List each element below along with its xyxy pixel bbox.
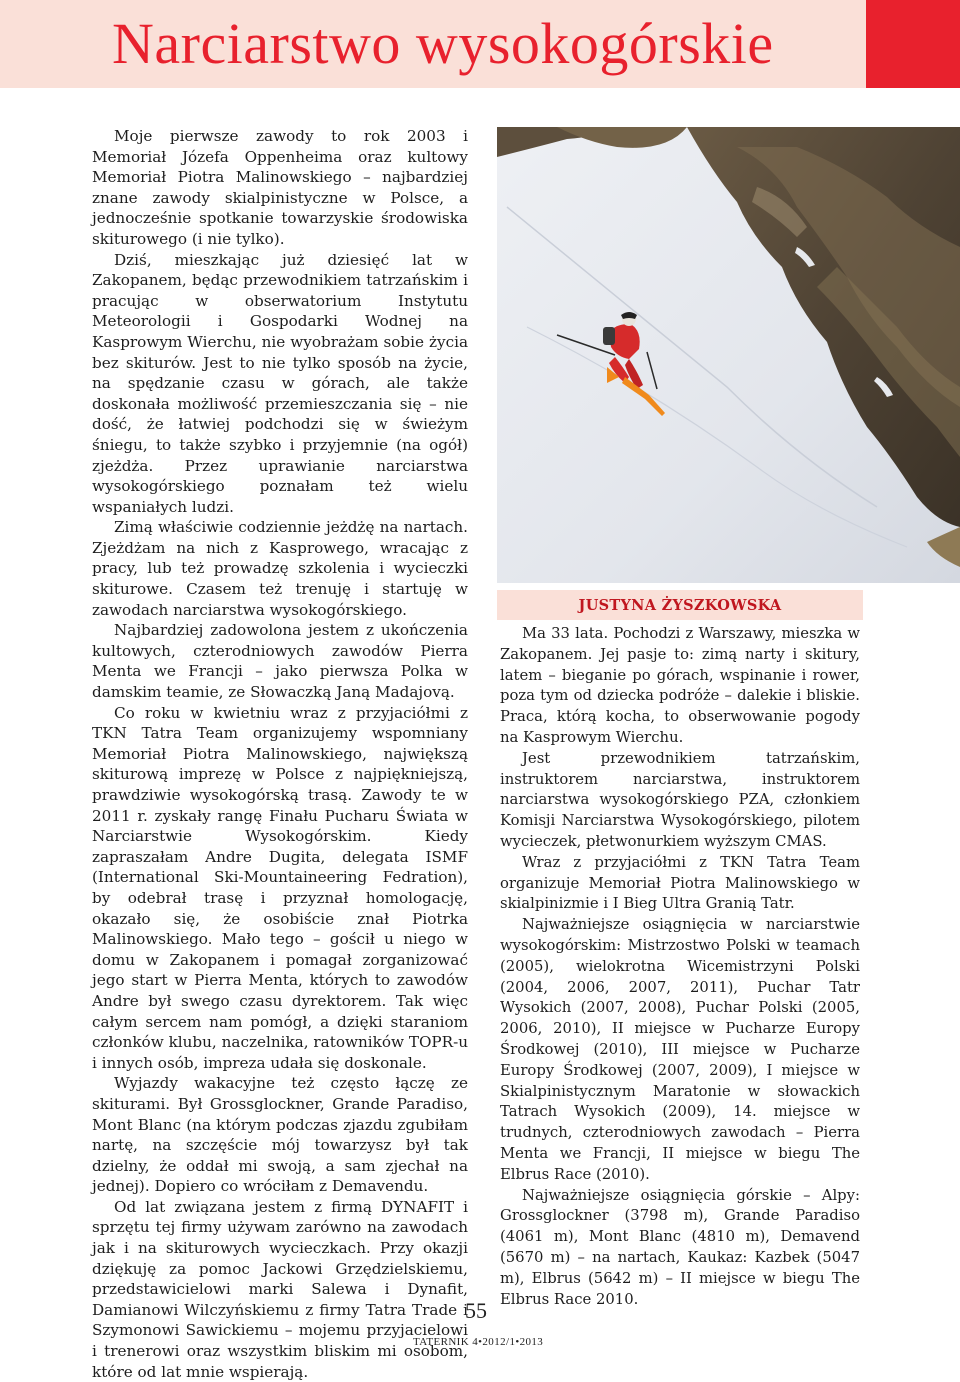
skier-photo <box>497 127 960 583</box>
page-title: Narciarstwo wysokogórskie <box>112 11 774 76</box>
article-paragraph: Zimą właściwie codziennie jeżdżę na nartach. Zjeżdżam na nich z Kasprowego, wracając z pracy, lub też prowadzę szkolenia i wycieczki skiturowe. Czasem też trenuję i startuję w zawodach narciarstwa wysokogórskiego. <box>92 518 468 619</box>
bio-paragraph: Najważniejsze osiągnięcia w narciarstwie wysokogórskim: Mistrzostwo Polski w teamach (2005), wielokrotna Wicemistrzyni Polski (2004, 2006, 2007, 2011), Puchar Tatr Wysokich (2007, 2008), Puchar Polski (2005, 2006, 2010), II miejsce w Pucharze Europy Środkowej (2010), III miejsce w Pucharze Europy Środkowej (2007, 2009), I miejsce w Skialpinistycznym Maratonie w słowackich Tatrach Wysokich (2009), 14. miejsce w trudnych, czterodniowych zawodach – Pierra Menta we Francji, II miejsce w biegu The Elbrus Race (2010). <box>500 916 860 1183</box>
bio-paragraph: Wraz z przyjaciółmi z TKN Tatra Team organizuje Memoriał Piotra Malinowskiego w skialpinizmie i I Bieg Ultra Granią Tatr. <box>500 853 860 913</box>
bio-paragraph: Ma 33 lata. Pochodzi z Warszawy, mieszka w Zakopanem. Jej pasje to: zimą narty i skitury, latem – bieganie po górach, wspinanie i rower, poza tym od dziecka podróże – dalekie i bliskie. Praca, którą kocha, to obserwowanie pogody na Kasprowym Wierchu. <box>500 625 860 746</box>
article-paragraph: Moje pierwsze zawody to rok 2003 i Memoriał Józefa Oppenheima oraz kultowy Memoriał Piotra Malinowskiego – najbardziej znane zawody skialpinistyczne w Polsce, a jednocześnie spotkanie towarzyskie środowiska skiturowego (i nie tylko). <box>92 127 468 248</box>
article-paragraph: Najbardziej zadowolona jestem z ukończenia kultowych, czterodniowych zawodów Pierra Menta we Francji – jako pierwsza Polka w damskim teamie, ze Słowaczką Janą Madajovą. <box>92 621 468 702</box>
page-number: 55 <box>465 1298 487 1323</box>
header-band <box>0 0 960 88</box>
bio-body <box>497 624 863 1310</box>
journal-footer: TATERNIK 4•2012/1•2013 <box>413 1336 544 1348</box>
bio-paragraph: Jest przewodnikiem tatrzańskim, instruktorem narciarstwa, instruktorem narciarstwa wysokogórskiego PZA, członkiem Komisji Narciarstwa Wysokogórskiego, pilotem wycieczek, płetwonurkiem wyższym CMAS. <box>500 749 860 850</box>
article-paragraph: Od lat związana jestem z firmą DYNAFIT i sprzętu tej firmy używam zarówno na zawodach jak i na skiturowych wycieczkach. Przy okazji dziękuję za pomoc Jackowi Grzędzielskiemu, przedstawicielowi marki Salewa i Dynafit, Damianowi Wilczyńskiemu z firmy Tatra Trade i Szymonowi Sawickiemu – mojemu przyjacielowi i trenerowi oraz wszystkim bliskim mi osobom, które od lat mnie wspierają. <box>92 1197 468 1381</box>
header-accent-block <box>866 0 960 88</box>
article-body <box>92 126 468 1382</box>
bio-name: JUSTYNA ŻYSZKOWSKA <box>497 590 863 620</box>
article-paragraph: Co roku w kwietniu wraz z przyjaciółmi z TKN Tatra Team organizujemy wspomniany Memoriał Piotra Malinowskiego, największą skiturową imprezę w Polsce z najpiękniejszą, prawdziwie wysokogórską trasą. Zawody te w 2011 r. zyskały rangę Finału Pucharu Świata w Narciarstwie Wysokogórskim. Kiedy zapraszałam Andre Dugita, delegata ISMF (International Ski-Mountaineering Fedration), by odebrał trasę i przyznał homologację, okazało się, że osobiście znał Piotrka Malinowskiego. Mało tego – gościł u niego w domu w Zakopanem i pomagał zorganizować jego start w Pierra Menta, których to zawodów Andre był swego czasu dyrektorem. Tak więc całym sercem nam pomógł, a dzięki staraniom członków klubu, naczelnika, ratowników TOPR-u i innych osób, impreza udała się doskonale. <box>92 703 468 1072</box>
bio-box <box>497 590 863 1310</box>
article-paragraph: Wyjazdy wakacyjne też często łączę ze skiturami. Był Grossglockner, Grande Paradiso, Mont Blanc (na którym podczas zjazdu zgubiłam nartę, na szczęście mój towarzysz był tak dzielny, że oddał mi swoją, a sam zjechał na jednej). Dopiero co wróciłam z Demavendu. <box>92 1074 468 1196</box>
bio-paragraph: Najważniejsze osiągnięcia górskie – Alpy: Grossglockner (3798 m), Grande Paradiso (4061 m), Mont Blanc (4810 m), Demavend (5670 m) – na nartach, Kaukaz: Kazbek (5047 m), Elbrus (5642 m) – II miejsce w biegu The Elbrus Race 2010. <box>500 1186 860 1308</box>
article-paragraph: Dziś, mieszkając już dziesięć lat w Zakopanem, będąc przewodnikiem tatrzańskim i pracując w obserwatorium Instytutu Meteorologii i Gospodarki Wodnej na Kasprowym Wierchu, nie wyobrażam sobie życia bez skiturów. Jest to nie tylko sposób na życie, na spędzanie czasu w górach, ale także doskonała możliwość przemieszczania się – nie dość, że łatwiej podchodzi się w świeżym śniegu, to także szybko i przyjemnie (na ogół) zjeżdża. Przez uprawianie narciarstwa wysokogórskiego poznałam też wielu wspaniałych ludzi. <box>92 250 468 516</box>
